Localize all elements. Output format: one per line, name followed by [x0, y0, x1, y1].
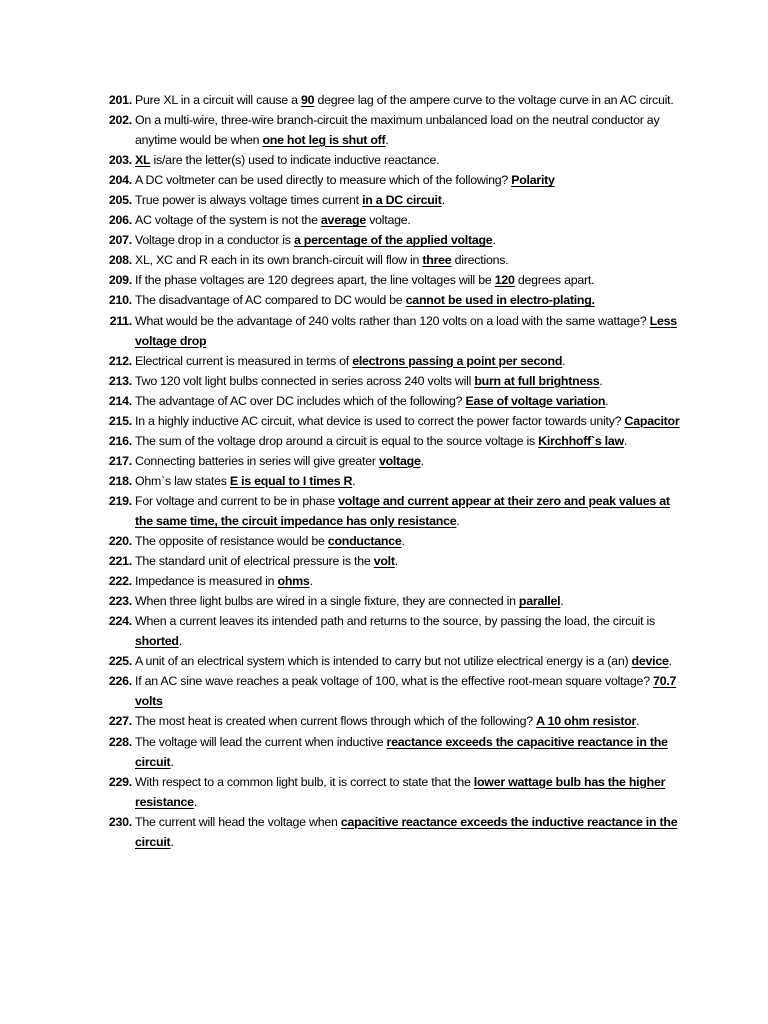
- question-number: 208.: [108, 253, 132, 268]
- question-number: 213.: [108, 373, 132, 388]
- question-text: [135, 113, 659, 147]
- answer-text: E is equal to I times R: [229, 473, 353, 488]
- question-suffix: .: [599, 373, 603, 388]
- question-item: [98, 772, 688, 812]
- question-text: [135, 454, 424, 468]
- question-number: 210.: [108, 293, 132, 308]
- question-text: [135, 354, 565, 368]
- question-number: 224.: [108, 614, 132, 629]
- question-item: [98, 351, 688, 371]
- question-text: [135, 815, 677, 849]
- question-number: 222.: [108, 574, 132, 589]
- question-prompt: Pure XL in a circuit will cause a: [135, 93, 301, 107]
- answer-text: electrons passing a point per second: [352, 353, 563, 368]
- question-number: 206.: [108, 213, 132, 228]
- question-suffix: .: [193, 794, 198, 809]
- question-item: [98, 270, 688, 290]
- question-number: 204.: [108, 173, 132, 188]
- question-text: [135, 233, 496, 247]
- question-item: [98, 671, 688, 711]
- question-item: [98, 210, 688, 230]
- question-prompt: The advantage of AC over DC includes which of the following?: [135, 393, 466, 408]
- question-prompt: The opposite of resistance would be: [135, 534, 328, 549]
- answer-text: capacitive reactance exceeds the inductive reactance in the circuit: [135, 814, 678, 849]
- question-suffix: .: [441, 193, 445, 208]
- question-suffix: .: [170, 834, 174, 849]
- answer-text: volt: [373, 554, 395, 569]
- question-text: [135, 775, 665, 809]
- question-suffix: .: [668, 654, 672, 669]
- question-number: 220.: [108, 534, 132, 549]
- answer-text: one hot leg is shut off: [262, 133, 386, 148]
- question-number: 218.: [108, 473, 132, 488]
- question-number: 228.: [108, 734, 132, 749]
- question-item: [98, 110, 688, 150]
- question-prompt: Connecting batteries in series will give greater: [135, 453, 379, 468]
- question-text: [135, 534, 405, 548]
- question-text: [135, 173, 555, 187]
- question-prompt: A unit of an electrical system which is intended to carry but not utilize electrical energy is a (an): [135, 654, 632, 669]
- question-text: [135, 674, 676, 708]
- question-text: [135, 554, 398, 568]
- question-prompt: If the phase voltages are 120 degrees apart, the line voltages will be: [135, 273, 495, 288]
- answer-text: Less voltage drop: [135, 313, 677, 348]
- question-item: [98, 150, 688, 170]
- question-item: [98, 170, 688, 190]
- question-prompt: When a current leaves its intended path and returns to the source, by passing the load, the circuit is: [135, 614, 655, 629]
- question-prompt: If an AC sine wave reaches a peak voltage of 100, what is the effective root-mean square voltage?: [135, 674, 654, 689]
- answer-text: Kirchhoff`s law: [538, 433, 624, 448]
- question-suffix: .: [605, 393, 609, 408]
- question-suffix: .: [178, 634, 182, 649]
- question-prompt: AC voltage of the system is not the: [135, 213, 321, 228]
- question-text: [135, 153, 439, 167]
- question-suffix: .: [401, 534, 405, 549]
- question-text: [135, 273, 594, 287]
- question-text: [135, 614, 655, 648]
- question-text: [135, 574, 313, 588]
- question-suffix: .: [560, 594, 564, 609]
- question-text: [135, 434, 627, 448]
- answer-text: in a DC circuit: [362, 193, 442, 208]
- question-suffix: .: [492, 233, 496, 248]
- question-prompt: With respect to a common light bulb, it is correct to state that the: [135, 774, 474, 789]
- question-number: 207.: [108, 233, 132, 248]
- question-text: [135, 735, 668, 769]
- question-item: [98, 290, 688, 310]
- question-number: 201.: [108, 93, 132, 107]
- question-suffix: .: [170, 754, 174, 769]
- question-prompt: In a highly inductive AC circuit, what device is used to correct the power factor towards unity?: [135, 413, 625, 428]
- question-item: [98, 311, 688, 351]
- question-suffix: is/are the letter(s) used to indicate inductive reactance.: [150, 153, 440, 168]
- answer-text: parallel: [518, 594, 561, 609]
- question-item: [98, 711, 688, 731]
- question-item: [98, 551, 688, 571]
- answer-text: lower wattage bulb has the higher resistance: [135, 774, 666, 809]
- question-item: [98, 250, 688, 270]
- question-prompt: The voltage will lead the current when inductive: [135, 734, 387, 749]
- question-item: [98, 411, 688, 431]
- question-item: [98, 812, 688, 852]
- question-suffix: .: [309, 574, 313, 589]
- question-prompt: Voltage drop in a conductor is: [135, 233, 294, 248]
- question-number: 203.: [108, 153, 132, 168]
- question-number: 212.: [108, 353, 132, 368]
- question-prompt: A DC voltmeter can be used directly to measure which of the following?: [135, 173, 512, 188]
- answer-text: device: [631, 654, 669, 669]
- question-suffix: .: [636, 714, 640, 729]
- question-number: 226.: [108, 674, 132, 689]
- question-text: [135, 654, 672, 668]
- answer-text: 70.7 volts: [135, 674, 677, 709]
- question-item: [98, 591, 688, 611]
- question-text: [135, 594, 564, 608]
- answer-text: conductance: [327, 534, 402, 549]
- question-prompt: The disadvantage of AC compared to DC would be: [135, 293, 406, 308]
- question-item: [98, 732, 688, 772]
- answer-text: average: [320, 213, 367, 228]
- question-item: [98, 431, 688, 451]
- question-prompt: The standard unit of electrical pressure is the: [135, 554, 374, 569]
- question-prompt: Impedance is measured in: [135, 574, 278, 589]
- question-number: 209.: [108, 273, 132, 288]
- question-number: 230.: [108, 814, 132, 829]
- answer-text: a percentage of the applied voltage: [293, 233, 493, 248]
- question-text: [135, 314, 677, 348]
- question-prompt: Electrical current is measured in terms of: [135, 353, 353, 368]
- answer-text: Ease of voltage variation: [465, 393, 606, 408]
- answer-text: voltage and current appear at their zero and peak values at the same time, the circuit impedance has only resistance: [135, 493, 670, 528]
- question-prompt: What would be the advantage of 240 volts rather than 120 volts on a load with the same wattage?: [135, 313, 650, 328]
- question-text: [135, 494, 670, 528]
- question-prompt: Ohm`s law states: [135, 473, 230, 488]
- question-number: 217.: [108, 453, 132, 468]
- question-text: [135, 213, 411, 227]
- question-text: [135, 474, 355, 488]
- question-suffix: .: [623, 433, 628, 448]
- question-suffix: .: [352, 473, 356, 488]
- question-prompt: The most heat is created when current flows through which of the following?: [135, 714, 537, 729]
- answer-text: Polarity: [511, 173, 555, 188]
- answer-text: Capacitor: [624, 413, 680, 428]
- question-text: [135, 193, 445, 207]
- question-text: [135, 414, 679, 428]
- question-number: 221.: [108, 554, 132, 569]
- question-suffix: degrees apart.: [514, 273, 595, 288]
- question-item: [98, 491, 688, 531]
- question-item: [98, 90, 688, 110]
- question-item: [98, 371, 688, 391]
- question-prompt: The sum of the voltage drop around a circuit is equal to the source voltage is: [135, 433, 539, 448]
- question-item: [98, 571, 688, 591]
- question-prompt: On a multi-wire, three-wire branch-circuit the maximum unbalanced load on the neutral conductor ay anytime would be when: [135, 113, 660, 148]
- answer-text: reactance exceeds the capacitive reactance in the circuit: [135, 734, 668, 769]
- question-number: 229.: [108, 774, 132, 789]
- answer-text: XL: [135, 153, 151, 168]
- answer-text: burn at full brightness: [474, 373, 600, 388]
- question-suffix: .: [562, 353, 566, 368]
- question-number: 223.: [108, 594, 132, 609]
- question-item: [98, 651, 688, 671]
- question-number: 202.: [108, 113, 132, 128]
- question-text: [135, 293, 595, 307]
- question-item: [98, 190, 688, 210]
- question-suffix: .: [394, 554, 398, 569]
- question-list: [98, 90, 688, 852]
- question-item: [98, 451, 688, 471]
- answer-text: ohms: [277, 574, 310, 589]
- answer-text: A 10 ohm resistor: [536, 714, 637, 729]
- question-prompt: For voltage and current to be in phase: [135, 493, 339, 508]
- question-item: [98, 391, 688, 411]
- question-number: 205.: [108, 193, 132, 208]
- question-prompt: When three light bulbs are wired in a single fixture, they are connected in: [135, 594, 519, 609]
- question-number: 225.: [108, 654, 132, 669]
- question-text: [135, 714, 639, 728]
- question-number: 216.: [108, 433, 132, 448]
- question-text: [135, 374, 603, 388]
- answer-text: shorted: [135, 634, 179, 649]
- question-number: 211.: [109, 313, 132, 328]
- question-item: [98, 611, 688, 651]
- question-suffix: .: [420, 453, 424, 468]
- question-suffix: .: [385, 133, 389, 148]
- answer-text: three: [422, 253, 452, 268]
- question-suffix: voltage.: [366, 213, 411, 228]
- question-number: 219.: [108, 493, 132, 508]
- question-suffix: directions.: [451, 253, 509, 268]
- question-text: [135, 394, 608, 408]
- question-suffix: .: [456, 513, 460, 528]
- answer-text: 120: [494, 273, 515, 288]
- answer-text: voltage: [378, 453, 421, 468]
- answer-text: 90: [300, 93, 315, 107]
- question-text: [135, 253, 508, 267]
- question-number: 214.: [108, 393, 132, 408]
- question-prompt: True power is always voltage times current: [135, 193, 363, 208]
- question-item: [98, 531, 688, 551]
- question-prompt: Two 120 volt light bulbs connected in series across 240 volts will: [135, 373, 475, 388]
- question-item: [98, 230, 688, 250]
- question-number: 215.: [108, 413, 132, 428]
- question-item: [98, 471, 688, 491]
- question-text: [135, 93, 674, 107]
- question-number: 227.: [108, 714, 132, 729]
- question-suffix: degree lag of the ampere curve to the voltage curve in an AC circuit.: [314, 93, 674, 107]
- answer-text: cannot be used in electro-plating.: [405, 293, 595, 308]
- question-prompt: XL, XC and R each in its own branch-circuit will flow in: [135, 253, 423, 268]
- question-prompt: The current will head the voltage when: [135, 814, 341, 829]
